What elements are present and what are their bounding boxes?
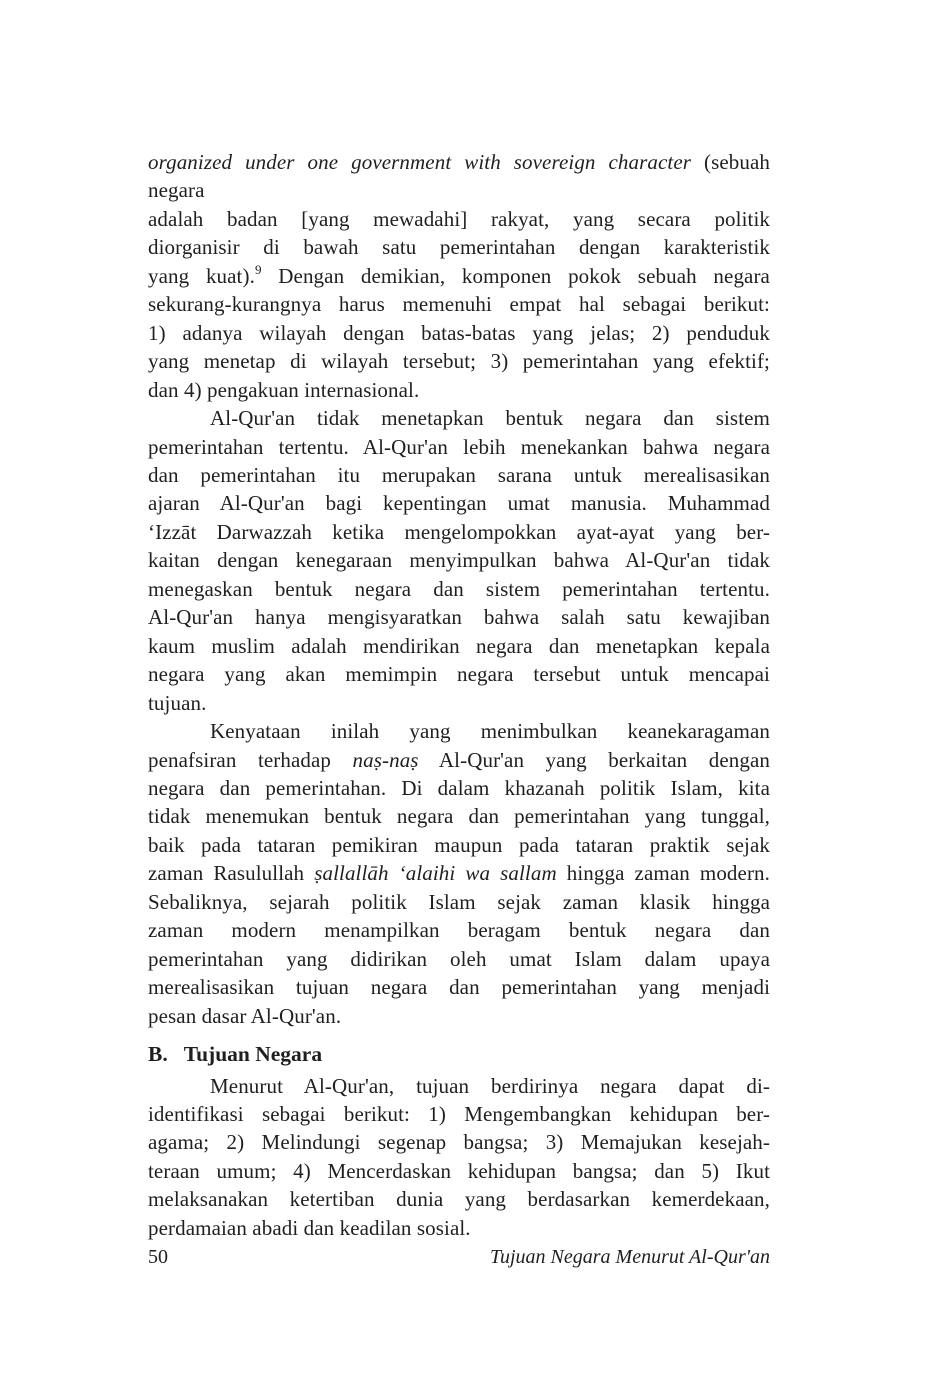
text-line [148, 689, 770, 717]
body-text: adalah badan [yang mewadahi] rakyat, yang secara politik [148, 206, 770, 231]
text-line [148, 376, 770, 404]
text-line [148, 319, 770, 347]
body-text: kaum muslim adalah mendirikan negara dan menetapkan kepala [148, 633, 770, 658]
text-line [148, 973, 770, 1001]
body-text: pesan dasar Al-Qur'an. [148, 1003, 342, 1028]
body-text: ajaran Al-Qur'an bagi kepentingan umat manusia. Muhammad [148, 491, 770, 516]
body-text: diorganisir di bawah satu pemerintahan dengan karakteristik [148, 235, 770, 260]
text-line [148, 1100, 770, 1128]
body-text: zaman modern menampilkan beragam bentuk negara dan [148, 918, 770, 943]
paragraph [148, 1072, 770, 1243]
page-body [148, 148, 770, 1242]
body-text: melaksanakan ketertiban dunia yang berdasarkan kemerdekaan, [148, 1187, 770, 1212]
page-footer [148, 1243, 770, 1271]
text-line [148, 489, 770, 517]
text-line [148, 888, 770, 916]
body-text: dan 4) pengakuan internasional. [148, 377, 420, 402]
body-text: merealisasikan tujuan negara dan pemerintahan yang menjadi [148, 975, 770, 1000]
footnote-reference: 9 [254, 261, 262, 277]
text-line [148, 1157, 770, 1185]
text-line [148, 1072, 770, 1100]
text-line [148, 916, 770, 944]
body-text: tidak menemukan bentuk negara dan pemerintahan yang tunggal, [148, 804, 770, 829]
text-line [148, 262, 770, 290]
text-line [148, 461, 770, 489]
section-heading [148, 1040, 770, 1068]
text-line [148, 518, 770, 546]
paragraph [148, 717, 770, 1030]
text-line [148, 802, 770, 830]
body-text: yang menetap di wilayah tersebut; 3) pemerintahan yang efektif; [148, 349, 770, 374]
section-heading-title: Tujuan Negara [183, 1042, 323, 1067]
body-text: penafsiran terhadap [148, 747, 353, 772]
paragraph [148, 148, 770, 404]
body-text: Sebaliknya, sejarah politik Islam sejak zaman klasik hingga [148, 889, 770, 914]
text-line [148, 717, 770, 745]
text-line [148, 233, 770, 261]
text-line [148, 148, 770, 205]
body-text: agama; 2) Melindungi segenap bangsa; 3) Memajukan kesejah- [148, 1130, 770, 1155]
body-text: teraan umum; 4) Mencerdaskan kehidupan bangsa; dan 5) Ikut [148, 1158, 770, 1183]
paragraph [148, 404, 770, 717]
body-text: perdamaian abadi dan keadilan sosial. [148, 1215, 471, 1240]
body-text: dan pemerintahan itu merupakan sarana untuk merealisasikan [148, 462, 770, 487]
body-text: pemerintahan tertentu. Al-Qur'an lebih menekankan bahwa negara [148, 434, 770, 459]
body-text: baik pada tataran pemikiran maupun pada tataran praktik sejak [148, 832, 770, 857]
body-text: ‘Izzāt Darwazzah ketika mengelompokkan ayat-ayat yang ber- [148, 519, 770, 544]
body-text: Al-Qur'an yang berkaitan dengan [418, 747, 771, 772]
text-line [148, 831, 770, 859]
body-text: kaitan dengan kenegaraan menyimpulkan bahwa Al-Qur'an tidak [148, 548, 770, 573]
body-text: yang kuat). [148, 263, 255, 288]
body-text: Al-Qur'an hanya mengisyaratkan bahwa salah satu kewajiban [148, 605, 770, 630]
text-line [148, 575, 770, 603]
italic-text: ṣallallāh ‘alaihi wa sallam [314, 861, 557, 886]
text-line [148, 1214, 770, 1242]
text-line [148, 290, 770, 318]
body-text: 1) adanya wilayah dengan batas-batas yang jelas; 2) penduduk [148, 320, 770, 345]
italic-text: organized under one government with sovereign character [148, 150, 692, 174]
text-line [148, 660, 770, 688]
body-text: (sebuah negara [148, 150, 770, 203]
text-line [148, 774, 770, 802]
text-line [148, 433, 770, 461]
body-text: pemerintahan yang didirikan oleh umat Islam dalam upaya [148, 946, 770, 971]
body-text: hingga zaman modern. [556, 861, 770, 886]
section-heading-label: B. [148, 1042, 168, 1067]
text-line [148, 205, 770, 233]
text-line [148, 945, 770, 973]
text-line [148, 1185, 770, 1213]
italic-text: naṣ-naṣ [352, 747, 419, 772]
text-line [148, 859, 770, 887]
body-text: Al-Qur'an tidak menetapkan bentuk negara dan sistem [210, 406, 770, 431]
text-line [148, 347, 770, 375]
text-line [148, 632, 770, 660]
body-text: negara dan pemerintahan. Di dalam khazanah politik Islam, kita [148, 775, 770, 800]
text-line [148, 1128, 770, 1156]
text-line [148, 746, 770, 774]
page-number: 50 [148, 1246, 168, 1268]
text-line [148, 603, 770, 631]
text-line [148, 546, 770, 574]
body-text: Menurut Al-Qur'an, tujuan berdirinya negara dapat di- [210, 1073, 770, 1098]
running-title: Tujuan Negara Menurut Al-Qur'an [489, 1246, 770, 1268]
body-text: Kenyataan inilah yang menimbulkan keanekaragaman [210, 719, 770, 744]
body-text: identifikasi sebagai berikut: 1) Mengembangkan kehidupan ber- [148, 1101, 770, 1126]
body-text: negara yang akan memimpin negara tersebut untuk mencapai [148, 662, 770, 687]
body-text: menegaskan bentuk negara dan sistem pemerintahan tertentu. [148, 576, 770, 601]
body-text: zaman Rasulullah [148, 861, 315, 886]
body-text: Dengan demikian, komponen pokok sebuah negara [261, 263, 770, 288]
body-text: tujuan. [148, 690, 207, 715]
body-text: sekurang-kurangnya harus memenuhi empat hal sebagai berikut: [148, 292, 770, 317]
text-line [148, 1002, 770, 1030]
text-line [148, 404, 770, 432]
